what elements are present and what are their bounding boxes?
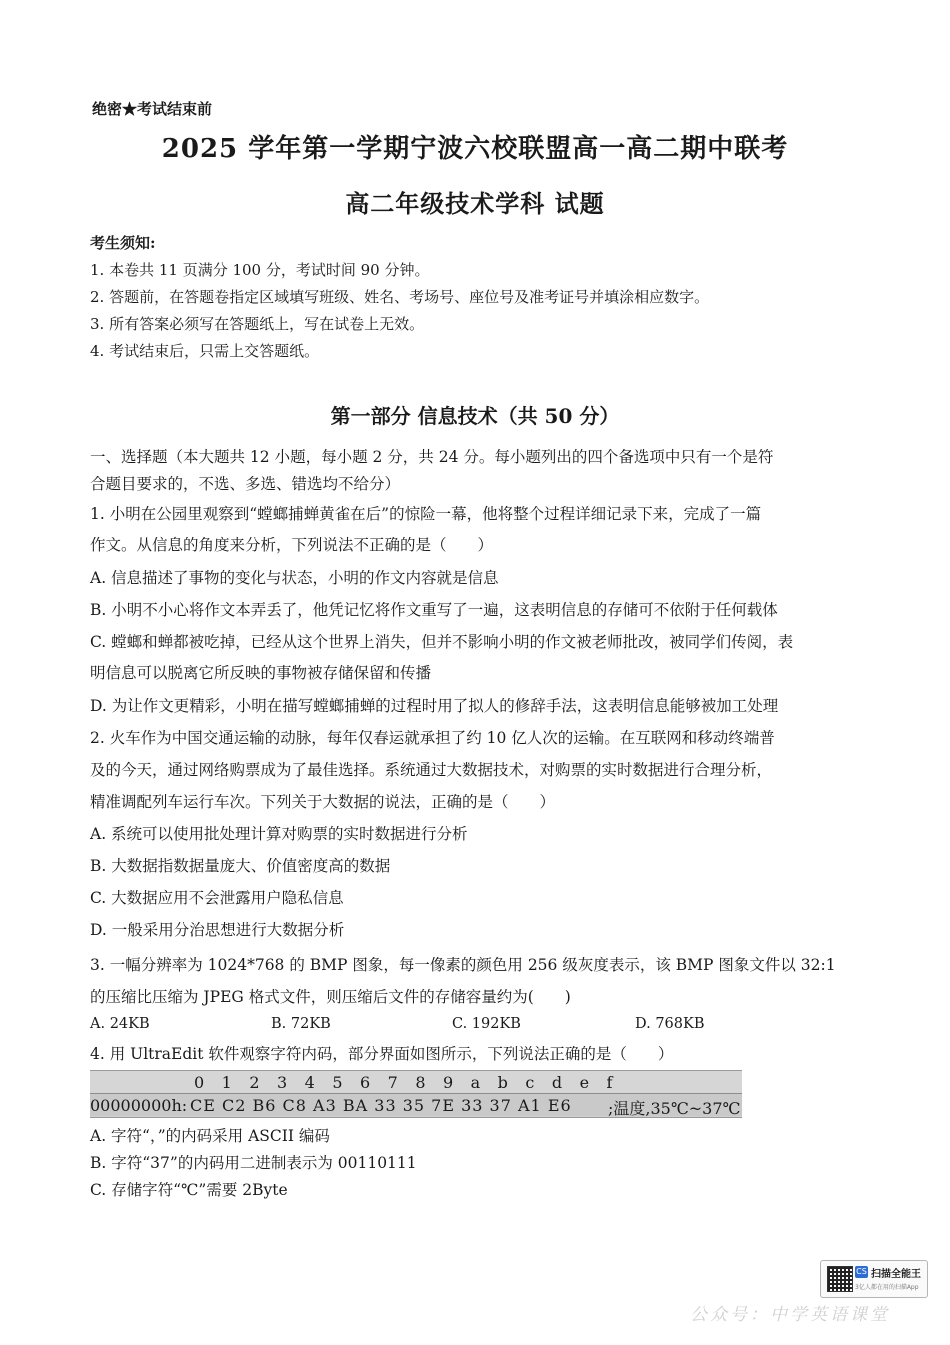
q4-option-c: C. 存储字符“℃”需要 2Byte bbox=[90, 1181, 288, 1199]
confidential-mark: 绝密★考试结束前 bbox=[92, 100, 213, 118]
notice-item: 2. 答题前，在答题卷指定区域填写班级、姓名、考场号、座位号及准考证号并填涂相应数字。 bbox=[90, 288, 710, 306]
q2-option-b: B. 大数据指数据量庞大、价值密度高的数据 bbox=[90, 857, 391, 875]
q1-option-a: A. 信息描述了事物的变化与状态，小明的作文内容就是信息 bbox=[90, 569, 499, 587]
notice-item: 4. 考试结束后，只需上交答题纸。 bbox=[90, 342, 320, 360]
exam-subtitle: 高二年级技术学科 试题 bbox=[345, 189, 605, 218]
notice-heading: 考生须知: bbox=[90, 234, 156, 252]
qr-code-icon bbox=[827, 1266, 853, 1292]
q2-option-c: C. 大数据应用不会泄露用户隐私信息 bbox=[90, 889, 344, 907]
badge-tagline: 3亿人都在用的扫描App bbox=[855, 1284, 919, 1291]
hex-address: 00000000h: bbox=[90, 1096, 188, 1115]
badge-app-name: 扫描全能王 bbox=[871, 1269, 921, 1280]
q2-stem: 及的今天，通过网络购票成为了最佳选择。系统通过大数据技术，对购票的实时数据进行合理分析， bbox=[90, 761, 773, 779]
q4-option-b: B. 字符“37”的内码用二进制表示为 00110111 bbox=[90, 1154, 417, 1172]
hex-column-header bbox=[90, 1071, 742, 1094]
hex-column-labels: 0 1 2 3 4 5 6 7 8 9 a b c d e f bbox=[194, 1073, 619, 1092]
watermark: 公众号：中学英语课堂 bbox=[690, 1305, 890, 1325]
hex-text-preview: ;温度,35℃~37℃ bbox=[608, 1099, 741, 1118]
q2-stem: 精准调配列车运行车次。下列关于大数据的说法，正确的是（ ） bbox=[90, 793, 556, 811]
notice-item: 3. 所有答案必须写在答题纸上，写在试卷上无效。 bbox=[90, 315, 425, 333]
q1-option-d: D. 为让作文更精彩，小明在描写螳螂捕蝉的过程时用了拟人的修辞手法，这表明信息能够被加工处理 bbox=[90, 697, 779, 715]
scanner-badge bbox=[820, 1260, 928, 1298]
part-intro: 合题目要求的，不选、多选、错选均不给分） bbox=[90, 475, 401, 493]
exam-title: 2025 学年第一学期宁波六校联盟高一高二期中联考 bbox=[161, 134, 789, 164]
q1-option-c-cont: 明信息可以脱离它所反映的事物被存储保留和传播 bbox=[90, 664, 432, 682]
q3-stem: 的压缩比压缩为 JPEG 格式文件，则压缩后文件的存储容量约为( ) bbox=[90, 988, 571, 1006]
ultraedit-hex-view bbox=[90, 1070, 742, 1118]
q3-stem: 3. 一幅分辨率为 1024*768 的 BMP 图象，每一像素的颜色用 256 级灰度表示，该 BMP 图象文件以 32:1 bbox=[90, 956, 836, 974]
part-intro: 一、选择题（本大题共 12 小题，每小题 2 分，共 24 分。每小题列出的四个备选项中只有一个是符 bbox=[90, 448, 774, 466]
hex-data-row bbox=[90, 1094, 742, 1116]
q3-option-d: D. 768KB bbox=[635, 1016, 705, 1032]
section-title: 第一部分 信息技术（共 50 分） bbox=[330, 404, 620, 428]
q3-option-c: C. 192KB bbox=[452, 1016, 521, 1032]
q2-option-a: A. 系统可以使用批处理计算对购票的实时数据进行分析 bbox=[90, 825, 468, 843]
q1-option-b: B. 小明不小心将作文本弄丢了，他凭记忆将作文重写了一遍，这表明信息的存储可不依附于任何载体 bbox=[90, 601, 778, 619]
hex-bytes: CE C2 B6 C8 A3 BA 33 35 7E 33 37 A1 E6 bbox=[190, 1096, 572, 1115]
notice-item: 1. 本卷共 11 页满分 100 分，考试时间 90 分钟。 bbox=[90, 261, 430, 279]
q3-option-a: A. 24KB bbox=[90, 1016, 150, 1032]
q4-stem: 4. 用 UltraEdit 软件观察字符内码，部分界面如图所示，下列说法正确的是（ ） bbox=[90, 1045, 674, 1063]
q4-option-a: A. 字符“，”的内码采用 ASCII 编码 bbox=[90, 1127, 330, 1145]
q3-option-b: B. 72KB bbox=[271, 1016, 331, 1032]
q1-option-c: C. 螳螂和蝉都被吃掉，已经从这个世界上消失，但并不影响小明的作文被老师批改，被同学们传阅，表 bbox=[90, 633, 794, 651]
q1-stem: 作文。从信息的角度来分析，下列说法不正确的是（ ） bbox=[90, 536, 494, 554]
q2-option-d: D. 一般采用分治思想进行大数据分析 bbox=[90, 921, 345, 939]
q1-stem: 1. 小明在公园里观察到“螳螂捕蝉黄雀在后”的惊险一幕，他将整个过程详细记录下来，完成了一篇 bbox=[90, 505, 762, 523]
camscanner-icon: CS bbox=[856, 1267, 867, 1276]
q2-stem: 2. 火车作为中国交通运输的动脉，每年仅春运就承担了约 10 亿人次的运输。在互联网和移动终端普 bbox=[90, 729, 775, 747]
